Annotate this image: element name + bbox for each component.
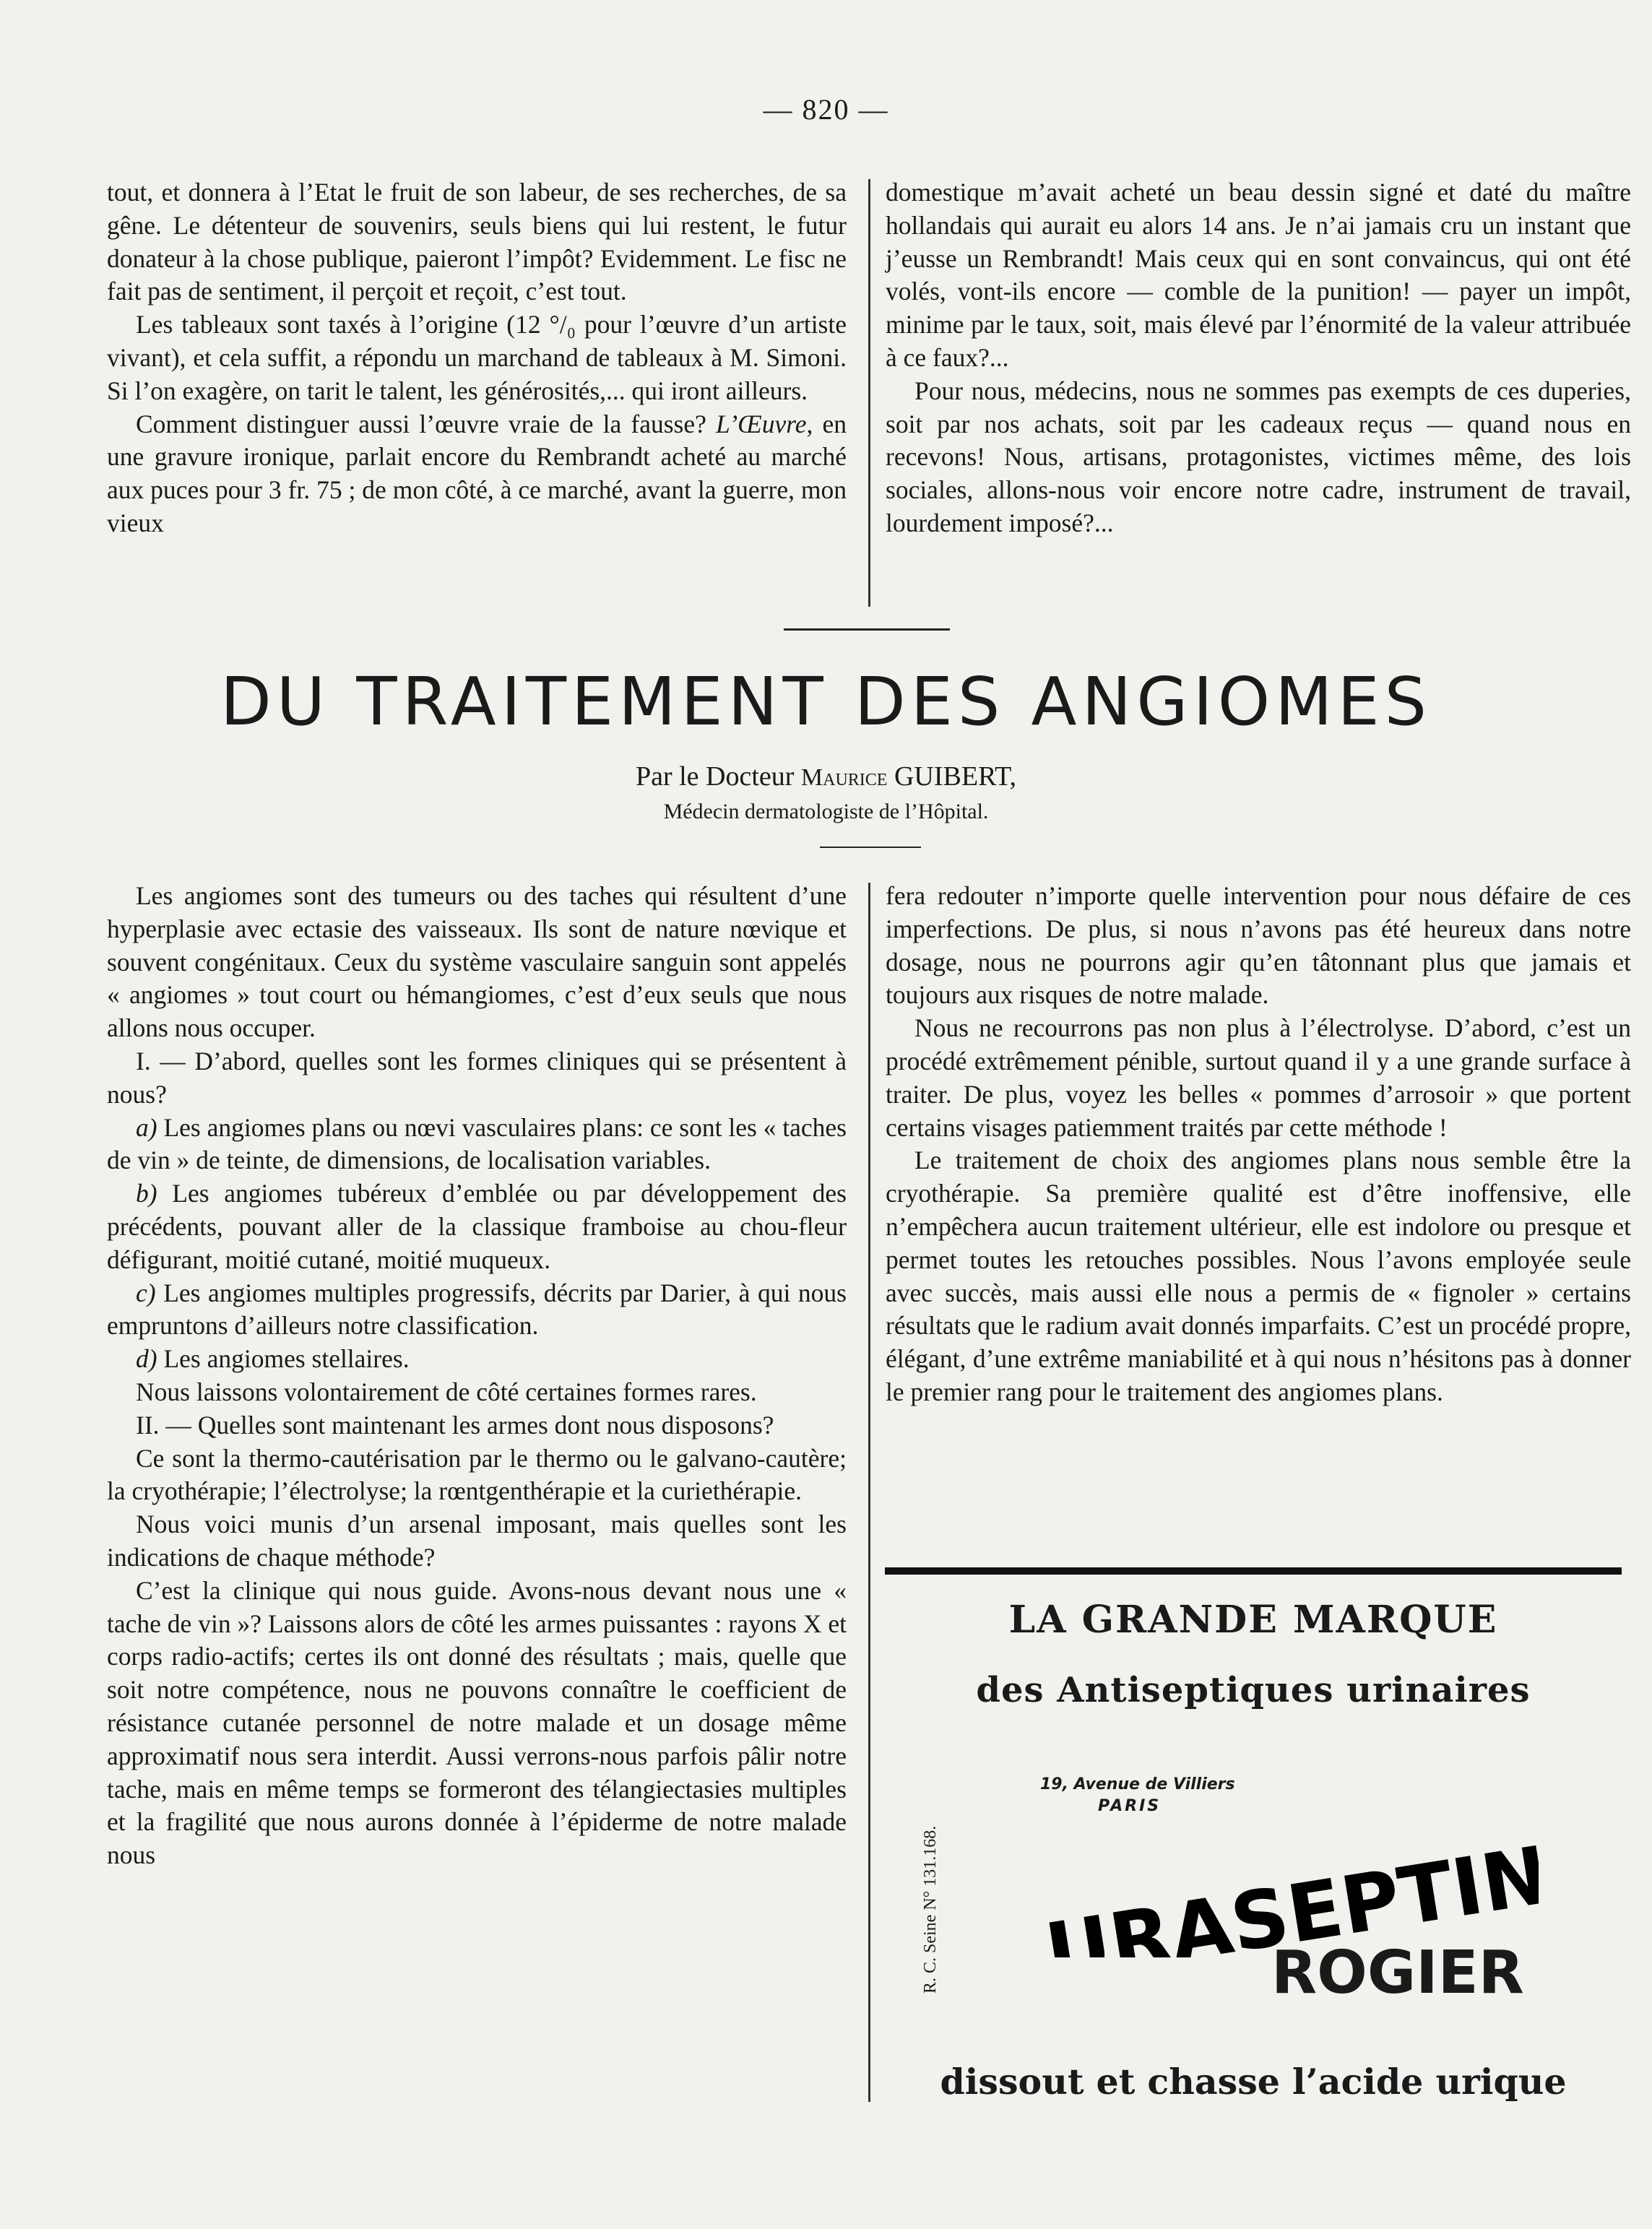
ad-brand-name: URASEPTINE	[1039, 1827, 1539, 1957]
paragraph: domestique m’avait acheté un beau dessin signé et daté du maître hollandais qui aurait eu alors 14 ans. Je n’ai jamais cru un instant que j’eusse un Rembrandt! Mais ceux qui en sont convaincus, qui ont été volés, vont-ils encore — comble de la punition! — payer un impôt, minime par le taux, soit, mais élevé par l’énormité de la valeur attribuée à ce faux?...	[886, 178, 1631, 372]
ad-registration: R. C. Seine N° 131.168.	[921, 1825, 940, 1994]
list-text: Les angiomes stellaires.	[157, 1344, 410, 1374]
list-text: Les angiomes tubéreux d’emblée ou par développement des précédents, pouvant aller de la classique framboise au chou-fleur défigurant, moitié cutané, moitié muqueux.	[107, 1179, 847, 1274]
paragraph: Ce sont la thermo-cautérisation par le thermo ou le galvano-cautère; la cryothérapie; l’électrolyse; la rœntgenthérapie et la curiethérapie.	[107, 1443, 847, 1506]
paragraph: Les tableaux sont taxés à l’origine (12 °/₀ pour l’œuvre d’un artiste vivant), et cela suffit, a répondu un marchand de tableaux à M. Simoni. Si l’on exagère, on tarit le talent, les générosités,... qui iront ailleurs.	[107, 310, 847, 405]
list-item	[107, 1177, 847, 1276]
byline-prefix: Par le Docteur	[635, 761, 795, 792]
column-divider	[868, 883, 870, 2102]
paragraph	[107, 408, 847, 540]
paragraph: Les angiomes sont des tumeurs ou des taches qui résultent d’une hyperplasie avec ectasie des vaisseaux. Ils sont de nature nœvique et souvent congénitaux. Ceux du système vasculaire sanguin sont appelés « angiomes » tout court ou hémangiomes, c’est d’eux seuls que nous allons nous occuper.	[107, 881, 847, 1043]
list-label: a)	[136, 1112, 157, 1142]
paragraph: Pour nous, médecins, nous ne sommes pas exempts de ces duperies, soit par nos achats, soit par les cadeaux reçus — quand nous en recevons! Nous, artisans, protagonistes, victimes même, des lois sociales, allons-nous voir encore notre cadre, instrument de travail, lourdement imposé?...	[886, 376, 1631, 537]
text-span: , en une gravure ironique, parlait encore du Rembrandt acheté au marché aux puces pour 3 fr. 75 ; de mon côté, à ce marché, avant la guerre, mon vieux	[107, 409, 847, 537]
publication-title: L’Œuvre	[715, 409, 807, 438]
top-right-column	[886, 176, 1631, 540]
list-item	[107, 1343, 847, 1376]
article-byline	[0, 761, 1652, 792]
paragraph: Nous laissons volontairement de côté certaines formes rares.	[136, 1377, 757, 1406]
list-label: b)	[136, 1179, 157, 1208]
ad-subheadline: des Antiseptiques urinaires	[976, 1670, 1531, 1710]
article-title: DU TRAITEMENT DES ANGIOMES	[220, 663, 1432, 740]
text-span: Comment distinguer aussi l’œuvre vraie de la fausse?	[136, 409, 706, 438]
article-right-column	[886, 880, 1631, 1409]
ad-address-city: PARIS	[1098, 1797, 1162, 1815]
paragraph: tout, et donnera à l’Etat le fruit de son labeur, de ses recherches, de sa gêne. Le détenteur de souvenirs, seuls biens qui lui restent, le futur donateur à la chose publique, paieront l’impôt? Evidemment. Le fisc ne fait pas de sentiment, il perçoit et reçoit, c’est tout.	[107, 178, 847, 306]
section-divider	[784, 628, 950, 631]
paragraph: Le traitement de choix des angiomes plans nous semble être la cryothérapie. Sa première qualité est d’être inoffensive, elle n’empêchera aucun traitement ultérieur, elle est indolore ou presque et permet toutes les retouches possibles. Nous l’avons employée seule avec succès, mais aussi elle nous a permis de « fignoler » certains résultats que le radium avait donnés imparfaits. C’est un procédé propre, élégant, d’une extrême maniabilité et à qui nous n’hésitons pas à donner le premier rang pour le traitement des angiomes plans.	[886, 1146, 1631, 1406]
list-label: c)	[136, 1278, 156, 1307]
paragraph: Nous voici munis d’un arsenal imposant, mais quelles sont les indications de chaque méthode?	[107, 1510, 847, 1572]
list-label: d)	[136, 1344, 157, 1374]
page-number: — 820 —	[763, 93, 889, 126]
ad-address-street: 19, Avenue de Villiers	[1040, 1775, 1235, 1793]
ad-brand-sub: ROGIER	[1271, 1939, 1524, 2007]
paragraph: fera redouter n’importe quelle intervention pour nous défaire de ces imperfections. De plus, si nous n’avons pas été heureux dans notre dosage, nous ne pourrons agir qu’en tâtonnant plus que jamais et toujours aux risques de notre malade.	[886, 881, 1631, 1010]
article-left-column	[107, 880, 847, 1872]
top-left-column	[107, 176, 847, 540]
author-affiliation: Médecin dermatologiste de l’Hôpital.	[663, 800, 989, 823]
list-item	[107, 1112, 847, 1178]
ad-brand-logo	[1033, 1827, 1539, 1957]
column-divider	[868, 179, 870, 607]
list-text: Les angiomes plans ou nœvi vasculaires plans: ce sont les « taches de vin » de teinte, de dimensions, de localisation variables.	[107, 1112, 847, 1175]
paragraph: I. — D’abord, quelles sont les formes cliniques qui se présentent à nous?	[107, 1046, 847, 1109]
author-last-name: GUIBERT,	[894, 761, 1017, 792]
paragraph: II. — Quelles sont maintenant les armes dont nous disposons?	[136, 1410, 774, 1440]
paragraph: Nous ne recourrons pas non plus à l’électrolyse. D’abord, c’est un procédé extrêmement pénible, surtout quand il y a une grande surface à traiter. De plus, voyez les belles « pommes d’arrosoir » que portent certains visages patiemment traités par cette méthode !	[886, 1013, 1631, 1142]
advertisement-top-bar	[885, 1567, 1622, 1575]
author-first-name: Maurice	[800, 764, 888, 791]
list-item	[107, 1277, 847, 1343]
ad-tagline: dissout et chasse l’acide urique	[940, 2061, 1567, 2103]
title-underline	[820, 847, 921, 848]
list-text: Les angiomes multiples progressifs, décrits par Darier, à qui nous empruntons d’ailleurs notre classification.	[107, 1278, 847, 1341]
ad-headline: LA GRANDE MARQUE	[1008, 1598, 1498, 1642]
paragraph: C’est la clinique qui nous guide. Avons-nous devant nous une « tache de vin »? Laissons alors de côté les armes puissantes : rayons X et corps radio-actifs; certes ils ont donné des résultats ; mais, quelle que soit notre compétence, nous ne pouvons connaître le coefficient de résistance cutanée personnel de notre malade et un dosage même approximatif nous sera interdit. Aussi verrons-nous parfois pâlir notre tache, mais en même temps se formeront des télangiectasies multiples et la fragilité que nous aurons donnée à l’épiderme de notre malade nous	[107, 1575, 847, 1870]
